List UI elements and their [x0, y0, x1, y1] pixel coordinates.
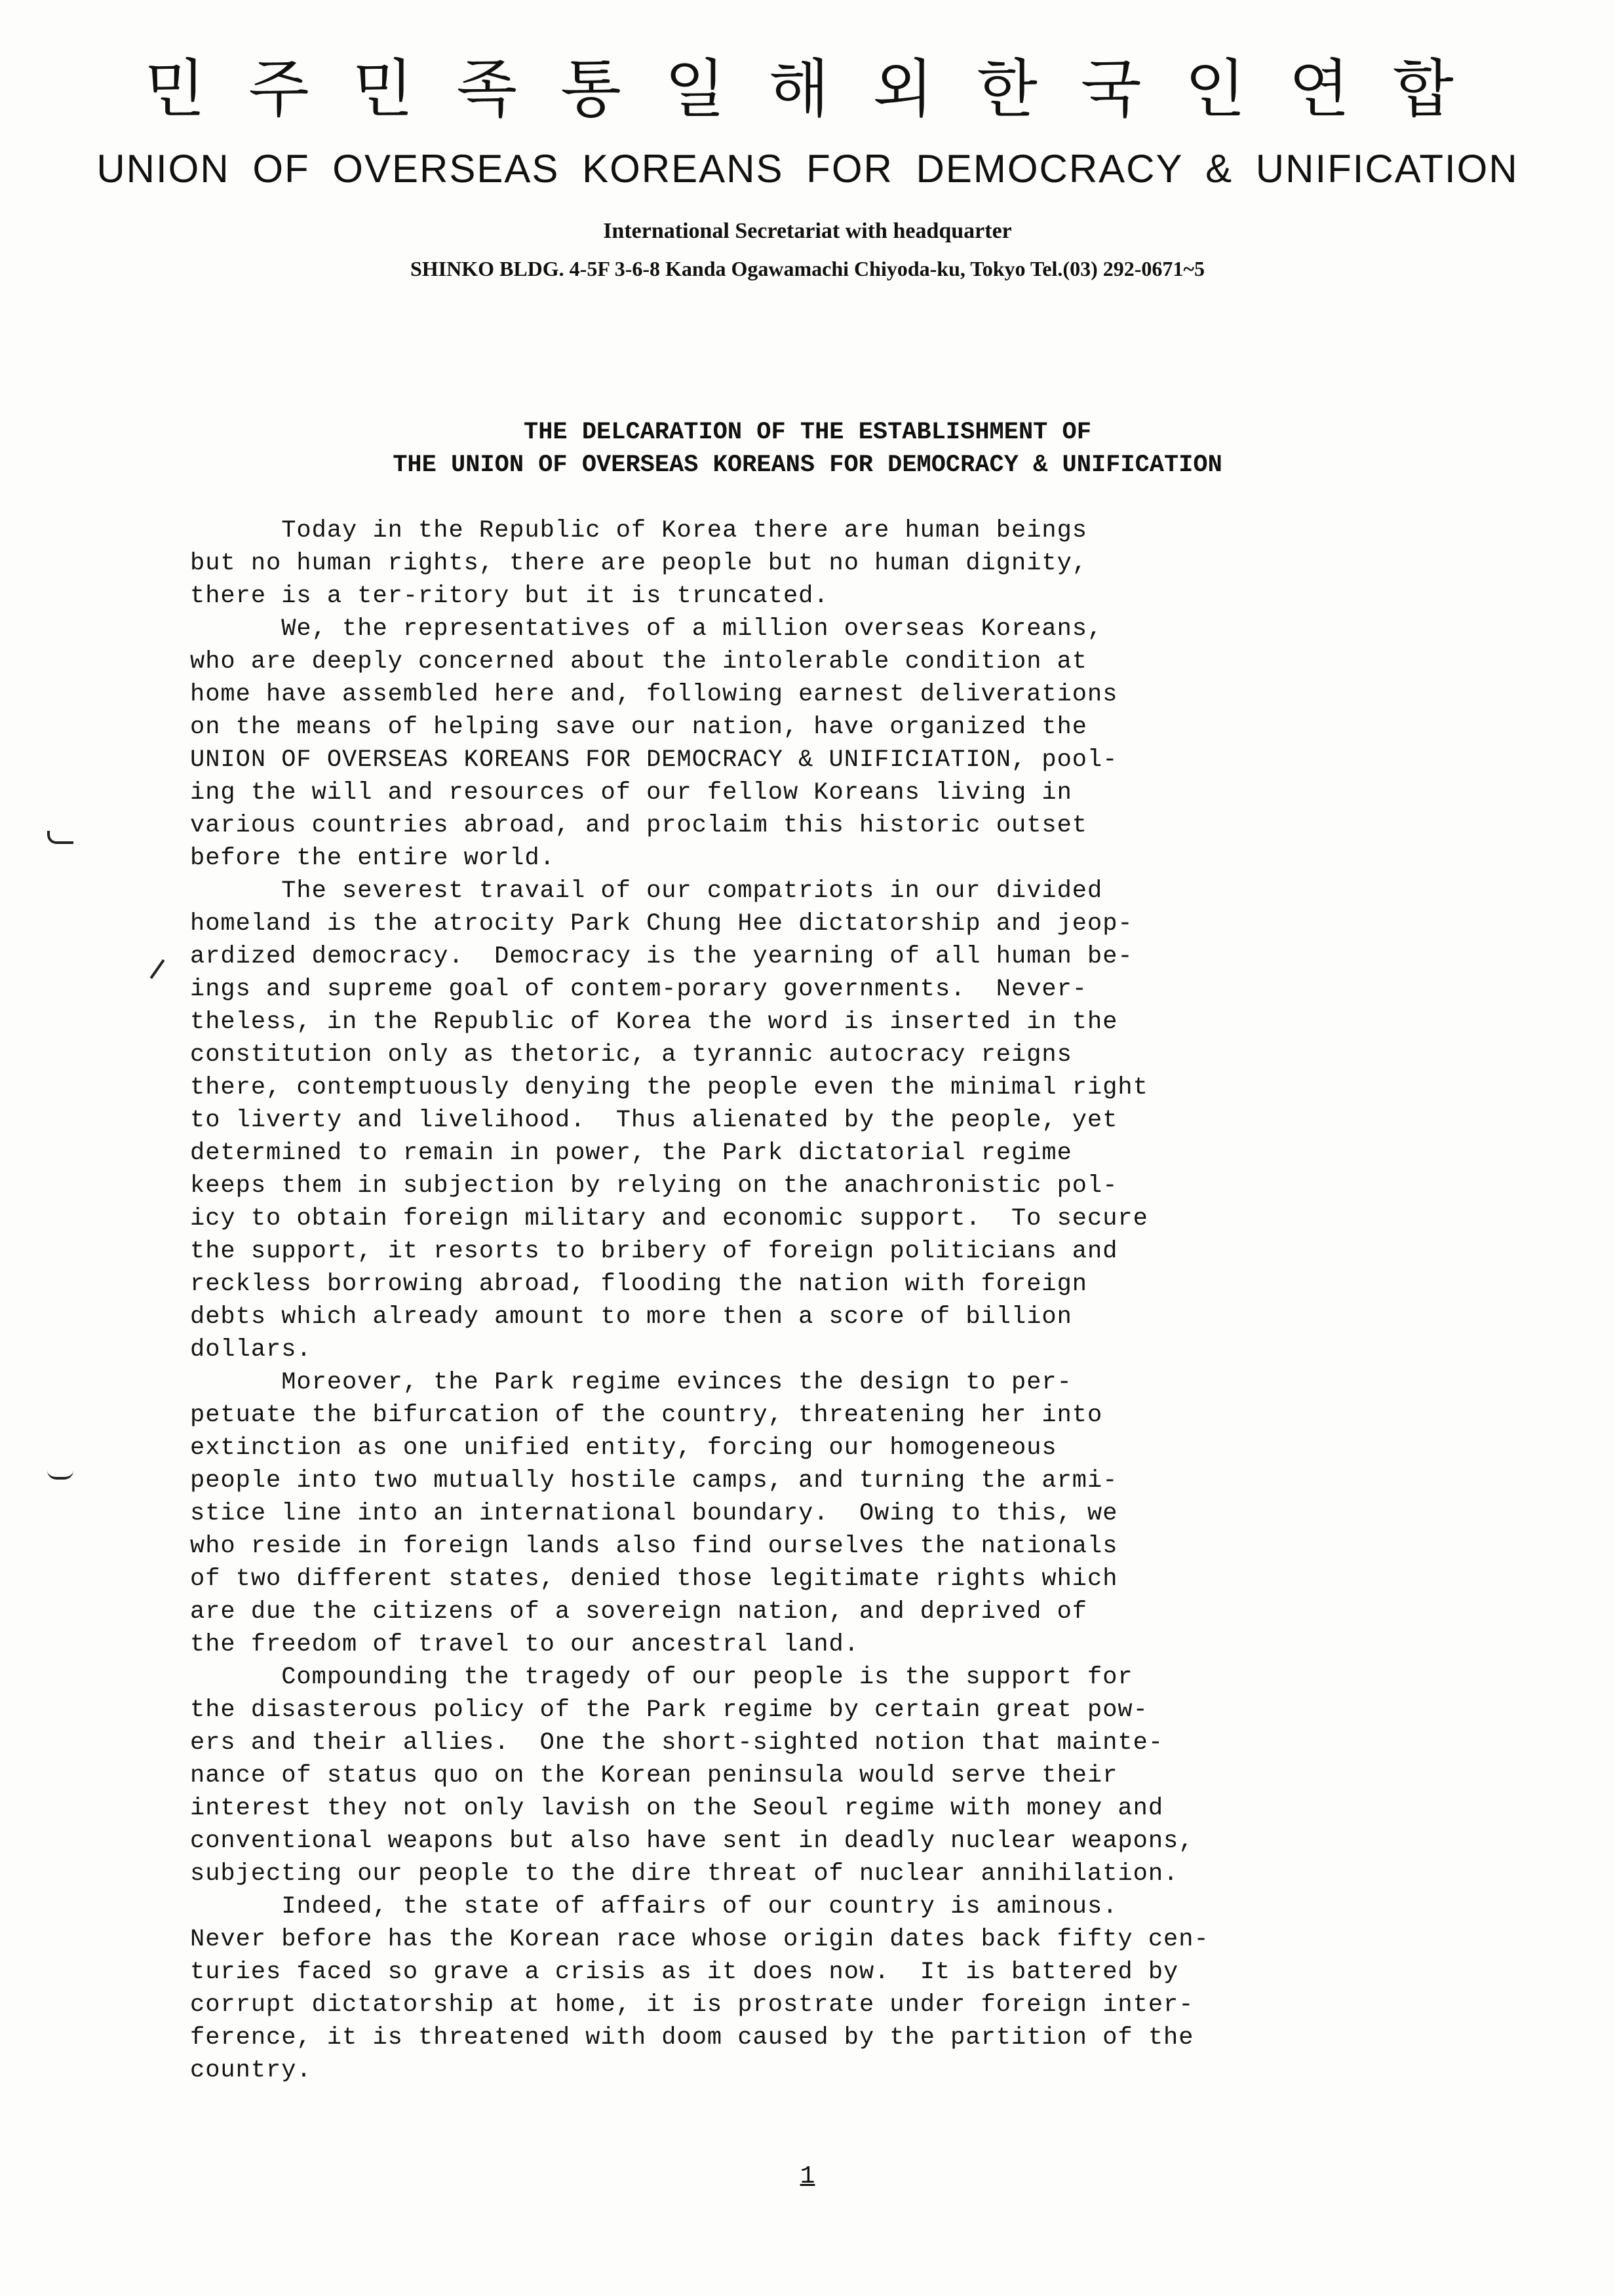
- body-line: people into two mutually hostile camps, and turning the armi-: [190, 1467, 1118, 1495]
- body-line: who reside in foreign lands also find ourselves the nationals: [190, 1533, 1118, 1560]
- margin-mark-3: [47, 1470, 73, 1480]
- body-line: ing the will and resources of our fellow Koreans living in: [190, 779, 1072, 807]
- body-line: ers and their allies. One the short-sighted notion that mainte-: [190, 1729, 1164, 1757]
- body-line: Today in the Republic of Korea there are human beings: [190, 517, 1088, 545]
- body-line: ings and supreme goal of contem-porary governments. Never-: [190, 976, 1088, 1003]
- body-line: We, the representatives of a million overseas Koreans,: [190, 615, 1103, 643]
- body-line: corrupt dictatorship at home, it is prostrate under foreign inter-: [190, 1991, 1194, 2019]
- body-line: there, contemptuously denying the people even the minimal right: [190, 1074, 1148, 1101]
- body-line: the support, it resorts to bribery of foreign politicians and: [190, 1238, 1118, 1265]
- body-line: conventional weapons but also have sent in deadly nuclear weapons,: [190, 1827, 1194, 1855]
- secretariat-line: International Secretariat with headquarter: [603, 219, 1012, 243]
- declaration-title-line-2: THE UNION OF OVERSEAS KOREANS FOR DEMOCRACY & UNIFICATION: [393, 451, 1222, 479]
- body-line: debts which already amount to more then a score of billion: [190, 1303, 1072, 1331]
- english-organization-name: UNION OF OVERSEAS KOREANS FOR DEMOCRACY & UNIFICATION: [96, 147, 1519, 191]
- body-line: UNION OF OVERSEAS KOREANS FOR DEMOCRACY & UNIFICIATION, pool-: [190, 746, 1118, 774]
- body-line: stice line into an international boundary. Owing to this, we: [190, 1500, 1118, 1527]
- body-line: Indeed, the state of affairs of our country is aminous.: [190, 1893, 1118, 1921]
- body-line: nance of status quo on the Korean peninsula would serve their: [190, 1762, 1118, 1789]
- body-line: various countries abroad, and proclaim this historic outset: [190, 812, 1088, 839]
- page-number: 1: [800, 2162, 815, 2191]
- body-line: turies faced so grave a crisis as it does now. It is battered by: [190, 1959, 1179, 1986]
- body-line: reckless borrowing abroad, flooding the nation with foreign: [190, 1271, 1088, 1298]
- body-line: homeland is the atrocity Park Chung Hee dictatorship and jeop-: [190, 910, 1133, 938]
- body-line: petuate the bifurcation of the country, threatening her into: [190, 1402, 1103, 1429]
- body-line: The severest travail of our compatriots in our divided: [190, 877, 1103, 905]
- body-line: ference, it is threatened with doom caused by the partition of the: [190, 2024, 1194, 2052]
- body-line: Compounding the tragedy of our people is the support for: [190, 1664, 1133, 1691]
- margin-mark-1: [47, 831, 73, 844]
- margin-mark-2: [150, 959, 165, 979]
- body-line: the disasterous policy of the Park regime by certain great pow-: [190, 1696, 1148, 1724]
- body-line: the freedom of travel to our ancestral land.: [190, 1631, 859, 1658]
- body-line: constitution only as thetoric, a tyrannic autocracy reigns: [190, 1041, 1072, 1069]
- body-line: Never before has the Korean race whose origin dates back fifty cen-: [190, 1926, 1209, 1953]
- address-line: SHINKO BLDG. 4-5F 3-6-8 Kanda Ogawamachi Chiyoda-ku, Tokyo Tel.(03) 292-0671~5: [410, 257, 1205, 280]
- body-line: theless, in the Republic of Korea the word is inserted in the: [190, 1008, 1118, 1036]
- body-line: before the entire world.: [190, 845, 555, 872]
- body-line: ardized democracy. Democracy is the yearning of all human be-: [190, 943, 1133, 970]
- body-line: there is a ter-ritory but it is truncated.: [190, 583, 829, 610]
- body-line: on the means of helping save our nation, have organized the: [190, 714, 1088, 741]
- declaration-title: [0, 416, 1615, 482]
- declaration-body: [190, 514, 1317, 2087]
- body-line: home have assembled here and, following earnest deliverations: [190, 681, 1118, 708]
- body-line: extinction as one unified entity, forcing our homogeneous: [190, 1434, 1057, 1462]
- declaration-title-line-1: THE DELCARATION OF THE ESTABLISHMENT OF: [524, 419, 1091, 446]
- body-line: are due the citizens of a sovereign nation, and deprived of: [190, 1598, 1088, 1626]
- body-line: dollars.: [190, 1336, 312, 1364]
- korean-organization-name: 민주민족통일해외한국인연합: [144, 52, 1497, 126]
- body-line: determined to remain in power, the Park dictatorial regime: [190, 1139, 1072, 1167]
- body-line: country.: [190, 2057, 312, 2084]
- body-line: keeps them in subjection by relying on the anachronistic pol-: [190, 1172, 1118, 1200]
- body-line: subjecting our people to the dire threat of nuclear annihilation.: [190, 1860, 1179, 1888]
- body-line: but no human rights, there are people but no human dignity,: [190, 550, 1088, 577]
- body-line: Moreover, the Park regime evinces the design to per-: [190, 1369, 1072, 1396]
- body-line: icy to obtain foreign military and economic support. To secure: [190, 1205, 1148, 1233]
- body-line: who are deeply concerned about the intolerable condition at: [190, 648, 1088, 676]
- body-line: interest they not only lavish on the Seoul regime with money and: [190, 1795, 1164, 1822]
- body-line: of two different states, denied those legitimate rights which: [190, 1565, 1118, 1593]
- body-line: to liverty and livelihood. Thus alienated by the people, yet: [190, 1107, 1118, 1134]
